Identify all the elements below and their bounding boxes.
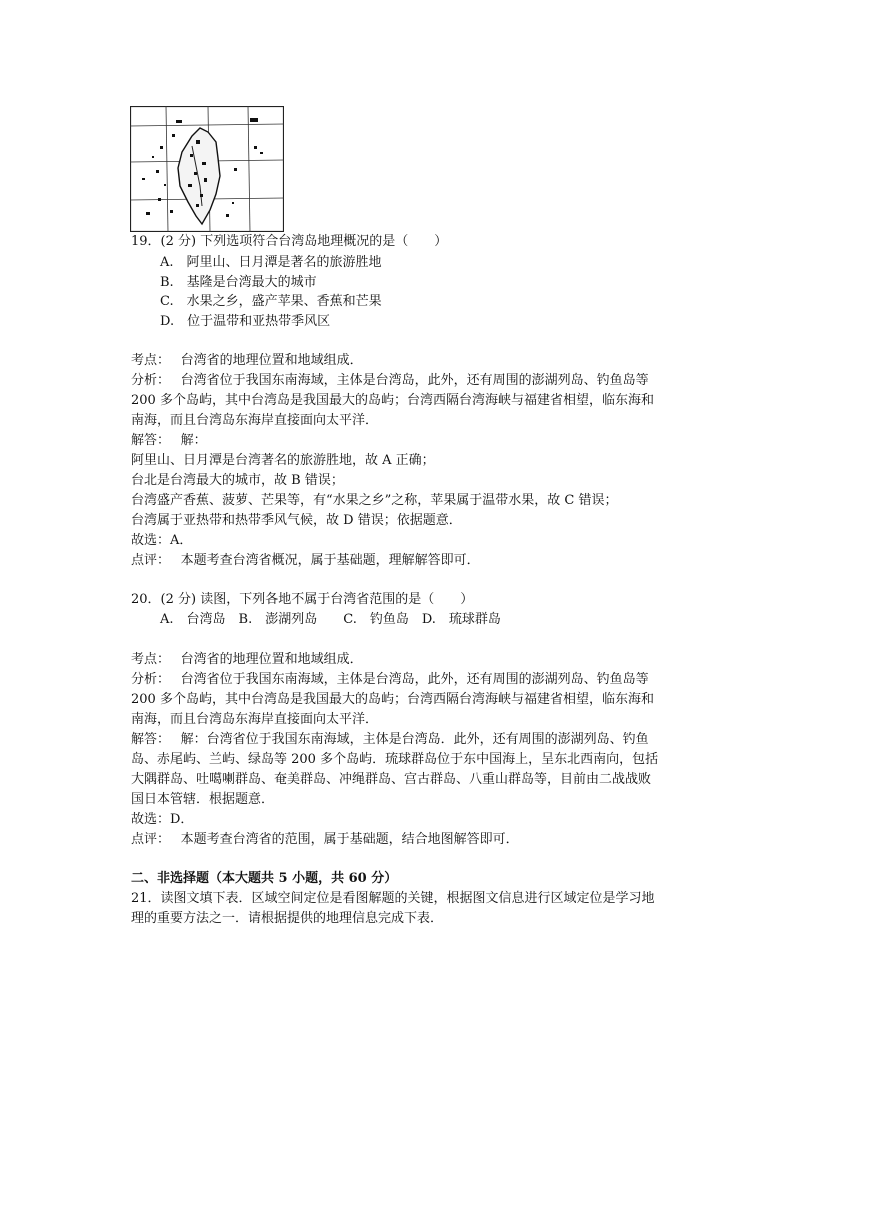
q19-jieda-heading: 解答： 解： (131, 433, 207, 448)
question-20-stem: 20．(2 分) 读图，下列各地不属于台湾省范围的是（ ） (131, 592, 474, 607)
taiwan-map-figure (130, 106, 284, 232)
question-21-line-2: 理的重要方法之一．请根据提供的地理信息完成下表． (131, 911, 444, 926)
q19-answer: 故选：A． (131, 533, 193, 548)
q20-kaodian: 考点： 台湾省的地理位置和地域组成． (131, 652, 363, 667)
question-19-option-b: B. 基隆是台湾最大的城市 (160, 275, 317, 290)
section-2-heading: 二、非选择题（本大题共 5 小题，共 60 分） (131, 871, 398, 886)
q20-fenxi-line-1: 分析： 台湾省位于我国东南海域，主体是台湾岛，此外，还有周围的澎湖列岛、钓鱼岛等 (131, 672, 649, 687)
question-19-option-c: C. 水果之乡，盛产苹果、香蕉和芒果 (160, 294, 382, 309)
q20-jieda-line-1: 解答： 解：台湾省位于我国东南海域，主体是台湾岛．此外，还有周围的澎湖列岛、钓鱼 (131, 732, 649, 747)
q19-jieda-line-2: 台北是台湾最大的城市，故 B 错误； (131, 473, 344, 488)
q19-jieda-line-4: 台湾属于亚热带和热带季风气候，故 D 错误；依据题意． (131, 513, 462, 528)
q20-dianping: 点评： 本题考查台湾省的范围，属于基础题，结合地图解答即可． (131, 832, 519, 847)
q20-jieda-line-3: 大隅群岛、吐噶喇群岛、奄美群岛、冲绳群岛、宫古群岛、八重山群岛等，目前由二战战败 (131, 772, 652, 787)
question-19-option-d: D. 位于温带和亚热带季风区 (160, 314, 331, 329)
q19-jieda-line-3: 台湾盛产香蕉、菠萝、芒果等，有“水果之乡”之称，苹果属于温带水果，故 C 错误； (131, 493, 618, 508)
question-20-options: A. 台湾岛 B. 澎湖列岛 C. 钓鱼岛 D. 琉球群岛 (160, 612, 501, 627)
q20-fenxi-line-3: 南海，而且台湾岛东海岸直接面向太平洋． (131, 712, 379, 727)
question-21-line-1: 21．读图文填下表．区域空间定位是看图解题的关键，根据图文信息进行区域定位是学习地 (131, 891, 655, 906)
q19-kaodian: 考点： 台湾省的地理位置和地域组成． (131, 353, 363, 368)
q20-fenxi-line-2: 200 多个岛屿，其中台湾岛是我国最大的岛屿；台湾西隔台湾海峡与福建省相望，临东海和 (131, 692, 654, 707)
q19-fenxi-line-1: 分析： 台湾省位于我国东南海域，主体是台湾岛，此外，还有周围的澎湖列岛、钓鱼岛等 (131, 373, 649, 388)
q19-fenxi-line-2: 200 多个岛屿，其中台湾岛是我国最大的岛屿；台湾西隔台湾海峡与福建省相望，临东海和 (131, 393, 654, 408)
q19-dianping: 点评： 本题考查台湾省概况，属于基础题，理解解答即可． (131, 553, 480, 568)
question-19-stem: 19．(2 分) 下列选项符合台湾岛地理概况的是（ ） (131, 234, 448, 249)
q20-answer: 故选：D． (131, 812, 194, 827)
q20-jieda-line-4: 国日本管辖．根据题意． (131, 792, 275, 807)
q19-jieda-line-1: 阿里山、日月潭是台湾著名的旅游胜地，故 A 正确； (131, 453, 435, 468)
question-19-option-a: A. 阿里山、日月潭是著名的旅游胜地 (160, 255, 382, 270)
q19-fenxi-line-3: 南海，而且台湾岛东海岸直接面向太平洋． (131, 413, 379, 428)
q20-jieda-line-2: 岛、赤尾屿、兰屿、绿岛等 200 多个岛屿．琉球群岛位于东中国海上，呈东北西南向，包括 (131, 752, 659, 767)
